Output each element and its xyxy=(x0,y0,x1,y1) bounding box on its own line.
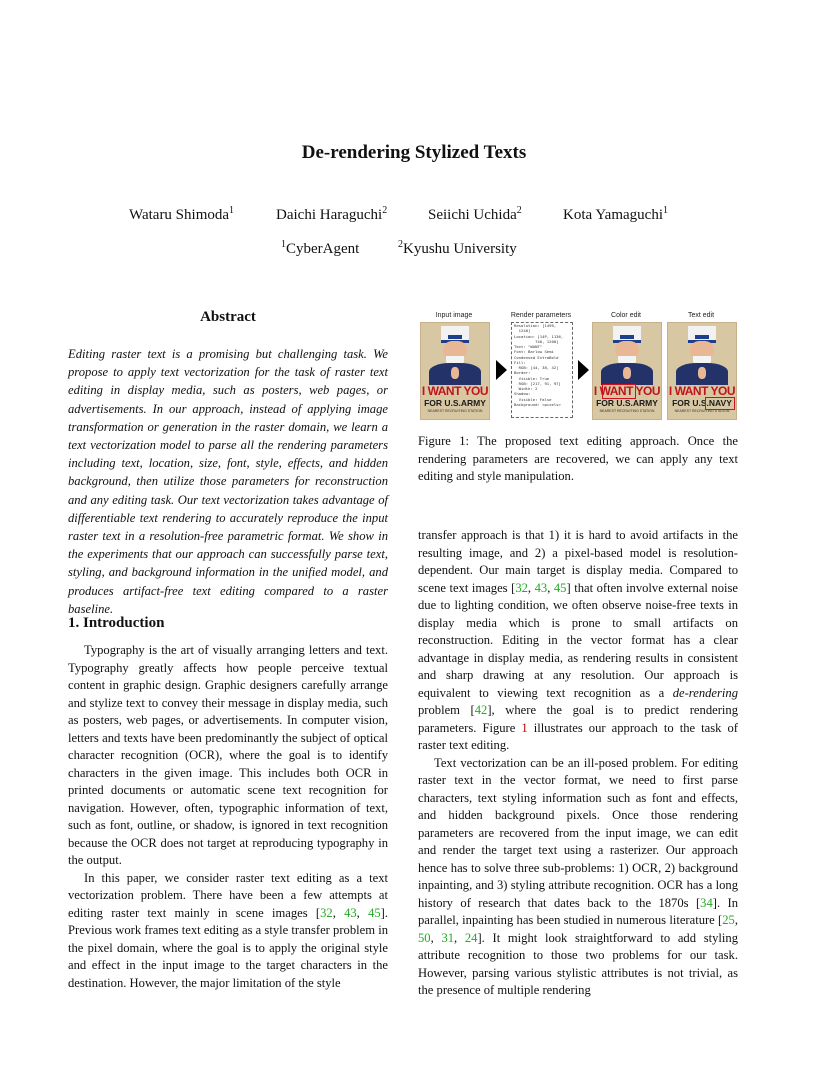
paragraph: transfer approach is that 1) it is hard to avoid artifacts in the resulting image, and 2) a pixel-based model is resolution-dependent. Our main target is display media. Compared to scene text images [32, 43, 45] that often involve external noise due to lighting condition, we often observe noise-free texts in display media which is prone to small artifacts on reconstruction. Editing in the vector format has a clear advantage in display media, as rendering results in consistent and sharp drawing at any resolution. Our approach is equivalent to viewing text recognition as a de-rendering problem [42], where the goal is to predict rendering parameters. Figure 1 illustrates our approach to the task of raster text editing. xyxy=(418,528,738,752)
arrow-icon xyxy=(496,360,507,380)
param-line: Visible: False xyxy=(514,396,552,402)
citation-link[interactable]: 31 xyxy=(441,930,455,945)
citation-link[interactable]: 45 xyxy=(553,580,567,595)
figure-label-color-edit: Color edit xyxy=(611,312,641,319)
citation-link[interactable]: 32 xyxy=(515,580,528,595)
param-line: RGB: [44, 38, 42] xyxy=(514,365,559,370)
param-line: Resolution: [1499, xyxy=(514,323,557,328)
citation-link[interactable]: 45 xyxy=(368,905,381,920)
citation-link[interactable]: 24 xyxy=(464,930,478,945)
citation-link[interactable]: 43 xyxy=(534,580,548,595)
param-line: Background: <pixels> xyxy=(514,401,561,407)
citation-link[interactable]: 43 xyxy=(344,905,357,920)
citation-link[interactable]: 42 xyxy=(474,703,488,717)
text-edit-poster-image: I WANT YOU FOR U.S.NAVY NEAREST RECRUITING STATION xyxy=(667,322,737,420)
input-poster-image: I WANT YOU FOR U.S.ARMY NEAREST RECRUITING STATION xyxy=(420,322,490,420)
paragraph: Typography is the art of visually arranging letters and text. Typography greatly affects how people perceive textual content in graphic design. Graphic designers carefully arrange and stylize text to convey their message in display media, such as posters, web pages, or advertisements. In computer vision, letters and texts have been predominantly the subject of optical character recognition (OCR), where the goal is to identify characters in the given image. This includes both OCR in printed documents or automatic scene text recognition for navigation. However, often, typographic information of text, such as font, outline, or shadow, is ignored in text recognition because the OCR does not target at reproducing typography in the output. xyxy=(68,643,388,867)
figure-reference-link[interactable]: 1 xyxy=(521,720,528,735)
edit-highlight-box xyxy=(705,397,735,410)
abstract-heading: Abstract xyxy=(200,309,256,325)
param-line: Border: xyxy=(514,370,531,376)
paragraph: In this paper, we consider raster text editing as a text vectorization problem. There have been a few attempts at editing raster text mainly in scene images [32, 43, 45]. Previous work frames text editing as a style transfer problem in the pixel domain, where the goal is to apply the original style and effect in the input image to the target characters in the destination. However, the major limitation of the style xyxy=(68,870,388,990)
figure-label-params: Render parameters xyxy=(510,312,572,319)
param-line: 740, 1200] xyxy=(514,338,559,344)
intro-right-column xyxy=(418,527,738,1000)
color-edit-poster-image: I WANT YOU FOR U.S.ARMY NEAREST RECRUITING STATION xyxy=(592,322,662,420)
figure-label-input: Input image xyxy=(435,312,473,319)
param-line: RGB: [217, 91, 97] xyxy=(514,380,561,386)
author: Daichi Haraguchi$^2$ xyxy=(276,205,388,223)
param-line: Text: "WANT" xyxy=(514,344,543,349)
param-line: Width: 2 xyxy=(514,386,538,391)
paper-title: De-rendering Stylized Texts xyxy=(301,142,527,163)
edit-highlight-box xyxy=(602,384,636,399)
author: Kota Yamaguchi$^1$ xyxy=(563,205,668,223)
render-parameters-box xyxy=(511,322,573,418)
figure-label-text-edit: Text edit xyxy=(687,312,715,319)
citation-link[interactable]: 25 xyxy=(722,913,735,927)
arrow-icon xyxy=(578,360,589,380)
author: Seiichi Uchida$^2$ xyxy=(428,205,522,223)
param-line: Visible: True xyxy=(514,375,550,381)
param-line: Fill: xyxy=(514,359,526,365)
paragraph: Text vectorization can be an ill-posed problem. For editing raster text in the vector format, we need to first parse characters, text styling information such as font and effects, and hidden background pixels. Once those rendering parameters are recovered from the input image, we can edit and render the target text using a rasterizer. Our approach hence has to solve three sub-problems: 1) OCR, 2) background inpainting, and 3) styling attribute recognition. OCR has a long history of research that dates back to the 1870s [34]. In parallel, inpainting has been studied in numerous literature [25, 50, 31, 24]. It might look straightforward to add styling attribute recognition to those two problems for our task. However, parsing various stylistic attributes is not trivial, as the presence of multiple rendering xyxy=(418,755,739,997)
param-line: Shadow: xyxy=(514,391,531,397)
affiliation: $^2$Kyushu University xyxy=(398,239,517,257)
abstract-text: Editing raster text is a promising but challenging task. We propose to apply text vectorization for the task of raster text editing in display media, such as posters, web pages, or advertisements. In our approach, instead of applying image transformation or generation in the raster domain, we learn a text vectorization model to parse all the rendering parameters including text, location, size, font, style, effects, and hidden background, then utilize those parameters for reconstruction and any editing task. Our text vectorization takes advantage of differentiable text rendering to accurately reproduce the input raster text in a resolution-free parametric format. We show in the experiments that our approach can successfully parse text, styling, and background information in the unified model, and produces artifact-free text editing compared to a raster baseline. xyxy=(68,347,388,616)
param-line: Location: [14P, 1136, xyxy=(514,333,564,339)
param-line: 1240] xyxy=(514,328,531,334)
affiliation: $^1$CyberAgent xyxy=(281,239,360,257)
citation-link[interactable]: 32 xyxy=(320,905,333,920)
citation-link[interactable]: 34 xyxy=(700,895,713,910)
author: Wataru Shimoda$^1$ xyxy=(129,205,235,223)
citation-link[interactable]: 50 xyxy=(418,930,431,945)
param-line: Condensed ExtraBold xyxy=(514,354,559,360)
section-heading-introduction: 1. Introduction xyxy=(68,615,165,631)
intro-left-column xyxy=(68,642,388,992)
param-line: Font: Barlow Semi xyxy=(514,349,554,355)
figure-caption: Figure 1: The proposed text editing approach. Once the rendering parameters are recovered, we can apply any text editing and style manipulation. xyxy=(418,434,738,483)
